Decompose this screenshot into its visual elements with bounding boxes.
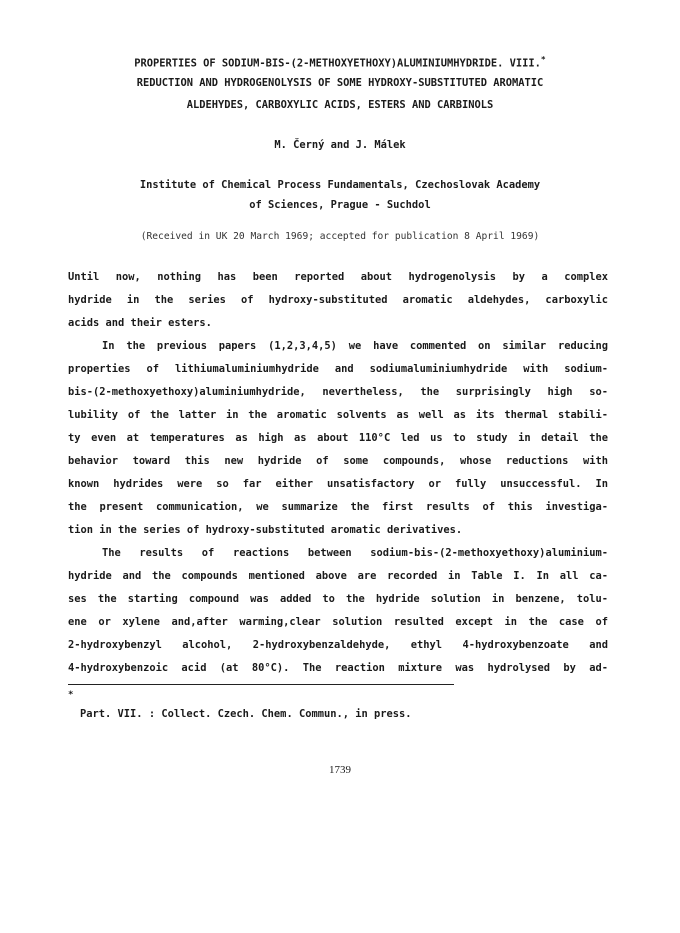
body-line: behavior toward this new hydride of some compounds, whose reductions with [68, 455, 608, 467]
affiliation-line-2: of Sciences, Prague - Suchdol [249, 199, 431, 211]
page-number: 1739 [329, 764, 351, 776]
body-line: lubility of the latter in the aromatic solvents as well as its thermal stabili- [68, 409, 608, 421]
affiliation-line-1: Institute of Chemical Process Fundamentals, Czechoslovak Academy [139, 179, 541, 191]
body-line: bis-(2-methoxyethoxy)aluminiumhydride, nevertheless, the surprisingly high so- [68, 386, 608, 398]
body-line: Until now, nothing has been reported about hydrogenolysis by a complex [68, 271, 608, 283]
authors: M. Černý and J. Málek [274, 139, 406, 151]
body-line: ses the starting compound was added to the hydride solution in benzene, tolu- [68, 593, 608, 605]
footnote-divider [68, 684, 454, 685]
title-line-1: PROPERTIES OF SODIUM-BIS-(2-METHOXYETHOXY)ALUMINIUMHYDRIDE. VIII.* [134, 55, 546, 70]
footnote-text: Part. VII. : Collect. Czech. Chem. Commun., in press. [80, 708, 412, 720]
body-line: In the previous papers (1,2,3,4,5) we have commented on similar reducing [102, 340, 608, 352]
body-line: tion in the series of hydroxy-substituted aromatic derivatives. [68, 524, 463, 536]
title-footnote-mark: * [540, 55, 546, 64]
title-line-2: REDUCTION AND HYDROGENOLYSIS OF SOME HYDROXY-SUBSTITUTED AROMATIC [136, 77, 544, 89]
body-line: ene or xylene and,after warming,clear solution resulted except in the case of [68, 616, 608, 628]
body-line: acids and their esters. [68, 317, 212, 329]
body-line: the present communication, we summarize the first results of this investiga- [68, 501, 608, 513]
body-line: known hydrides were so far either unsatisfactory or fully unsuccessful. In [68, 478, 608, 490]
body-line: hydride and the compounds mentioned above are recorded in Table I. In all ca- [68, 570, 608, 582]
footnote-mark: * [68, 690, 74, 700]
body-line: 4-hydroxybenzoic acid (at 80°C). The reaction mixture was hydrolysed by ad- [68, 662, 608, 674]
body-line: hydride in the series of hydroxy-substituted aromatic aldehydes, carboxylic [68, 294, 608, 306]
body-line: ty even at temperatures as high as about 110°C led us to study in detail the [68, 432, 608, 444]
title-line-3: ALDEHYDES, CARBOXYLIC ACIDS, ESTERS AND CARBINOLS [186, 99, 494, 111]
body-line: 2-hydroxybenzyl alcohol, 2-hydroxybenzaldehyde, ethyl 4-hydroxybenzoate and [68, 639, 608, 651]
body-line: properties of lithiumaluminiumhydride and sodiumaluminiumhydride with sodium- [68, 363, 608, 375]
received-date: (Received in UK 20 March 1969; accepted for publication 8 April 1969) [140, 231, 540, 242]
body-line: The results of reactions between sodium-bis-(2-methoxyethoxy)aluminium- [102, 547, 608, 559]
